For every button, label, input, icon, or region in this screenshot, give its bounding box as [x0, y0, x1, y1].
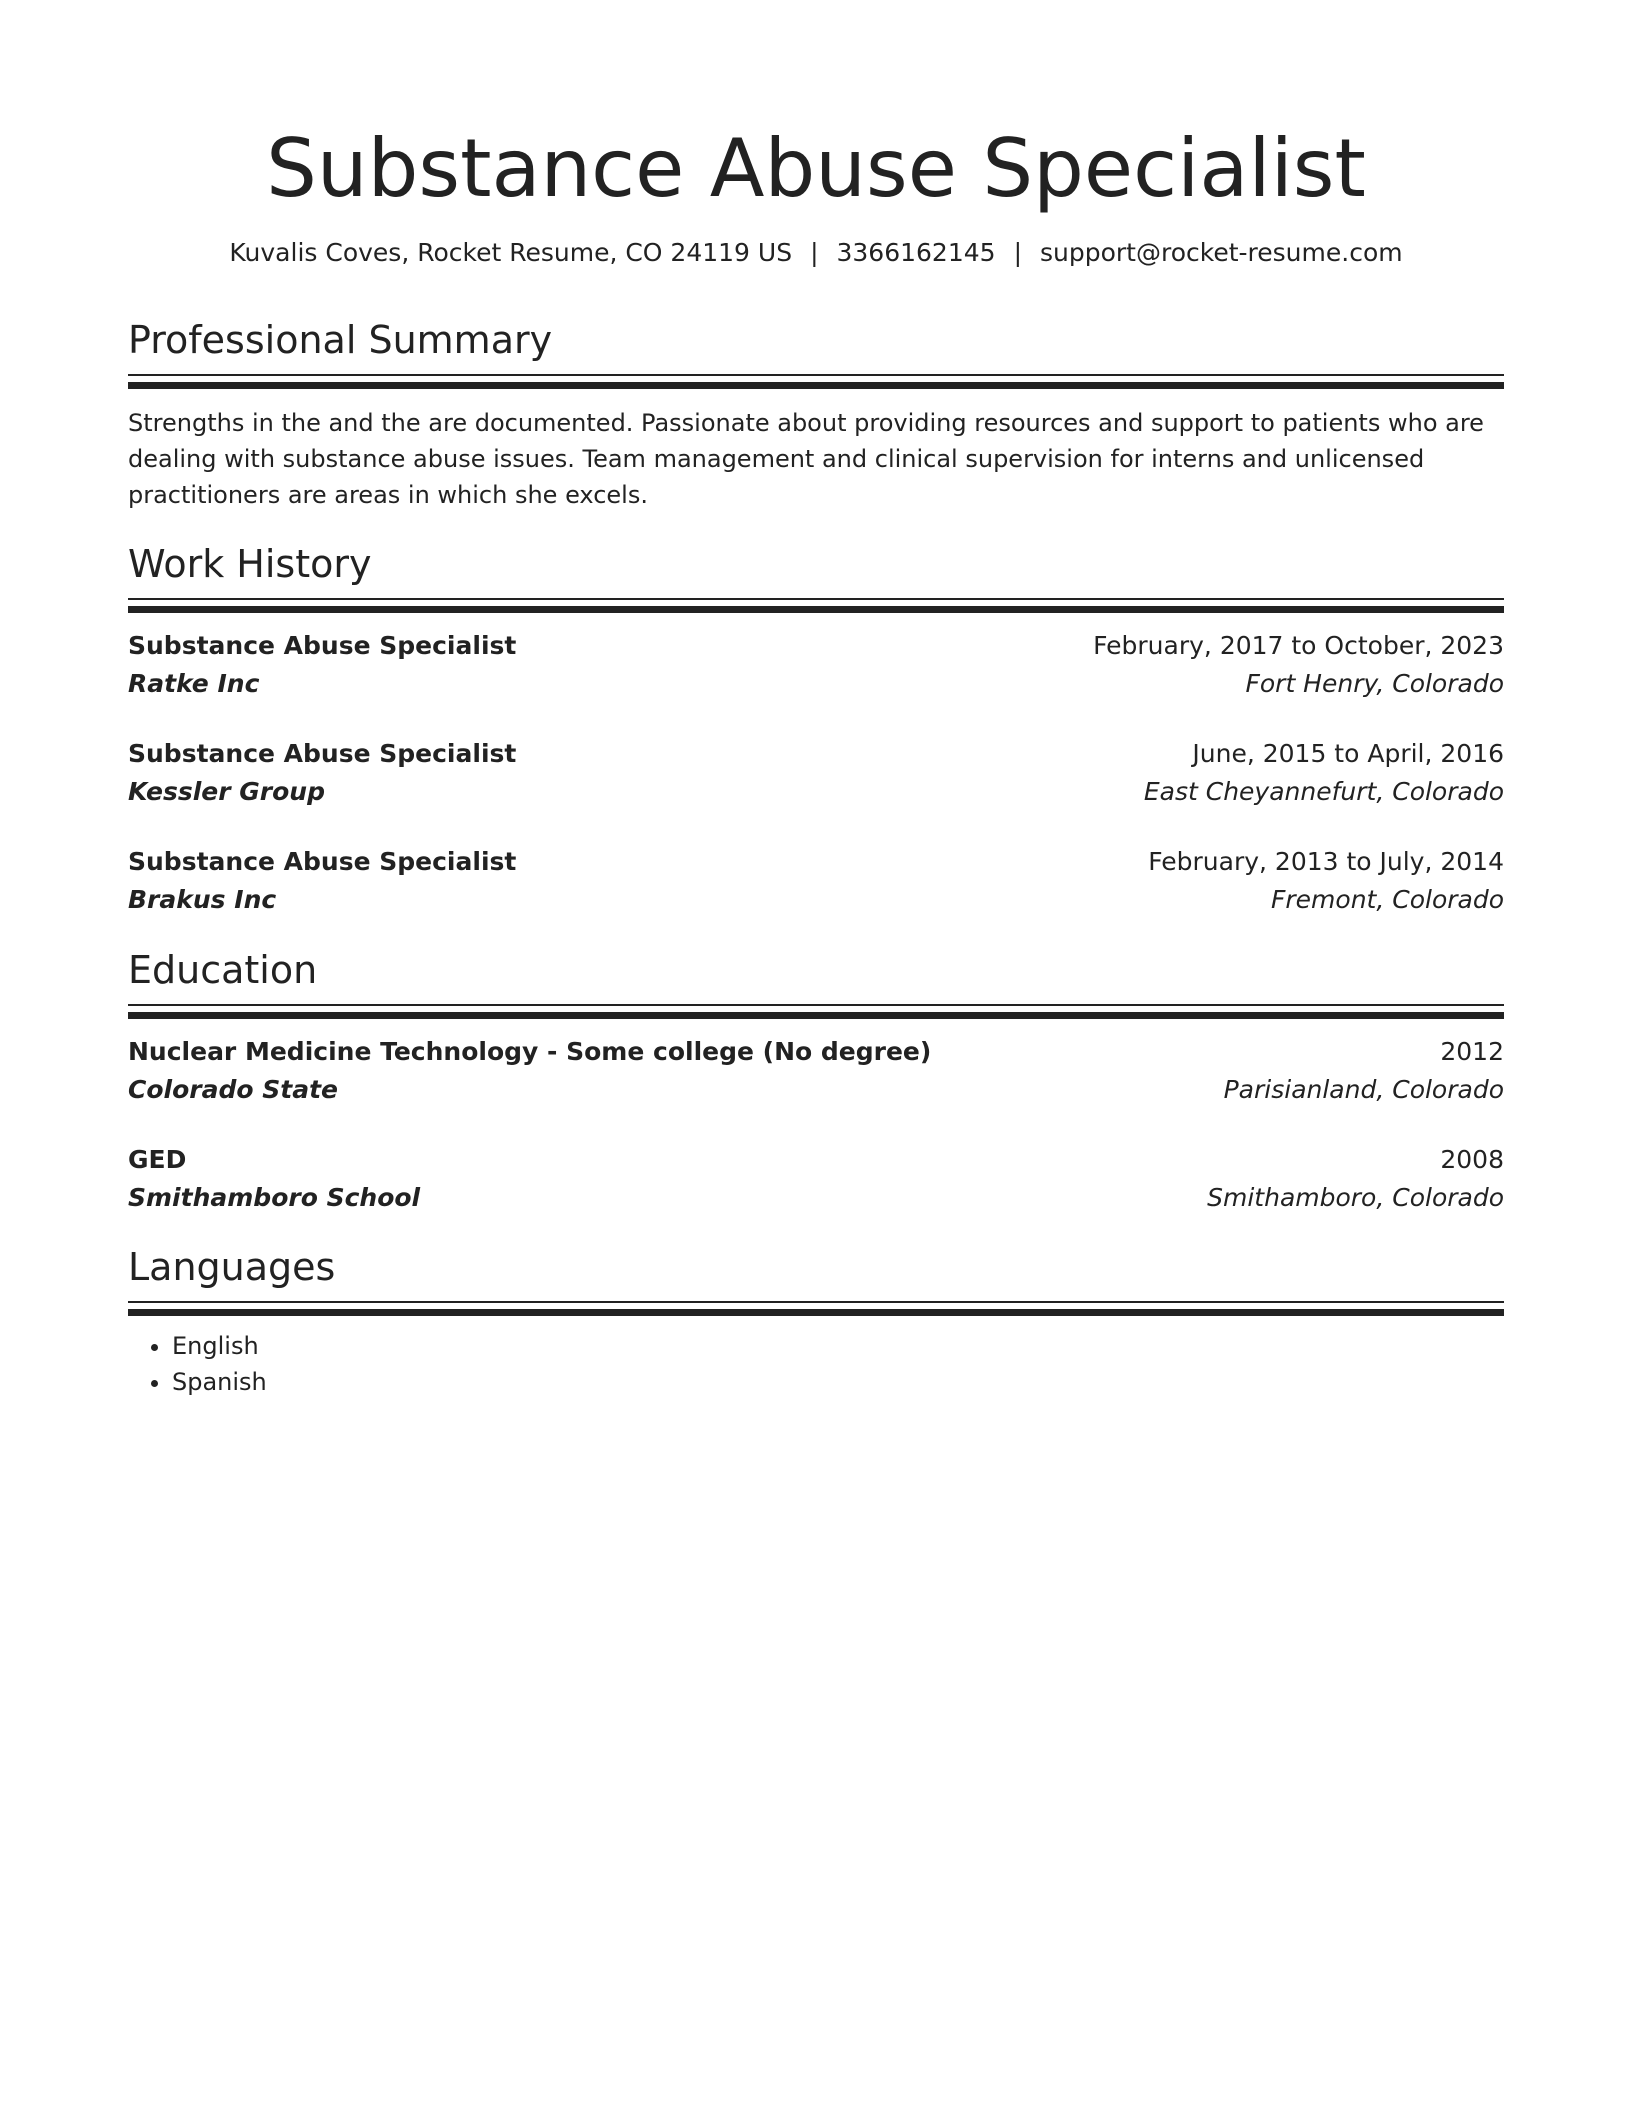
- work-history-section: [128, 540, 1504, 919]
- education-heading: Education: [128, 948, 318, 992]
- job-title: Substance Abuse Specialist: [128, 631, 517, 660]
- job-location: Fort Henry, Colorado: [1245, 669, 1504, 698]
- language-item: • English: [172, 1328, 1504, 1364]
- section-divider: [128, 1301, 1504, 1316]
- contact-separator: |: [1013, 238, 1022, 267]
- job-dates: June, 2015 to April, 2016: [1192, 739, 1504, 768]
- languages-section: [128, 1243, 1504, 1400]
- summary-heading: Professional Summary: [128, 318, 553, 362]
- company-name: Brakus Inc: [128, 885, 277, 914]
- education-section: [128, 946, 1504, 1217]
- school-name: Smithamboro School: [128, 1183, 421, 1212]
- education-entry-top-row: [128, 1141, 1504, 1179]
- work-entry-top-row: [128, 627, 1504, 665]
- work-entry-top-row: [128, 735, 1504, 773]
- contact-line: [128, 236, 1504, 270]
- language-item: • Spanish: [172, 1364, 1504, 1400]
- contact-phone: 3366162145: [836, 238, 996, 267]
- work-entry-bottom-row: [128, 773, 1504, 811]
- degree-name: Nuclear Medicine Technology - Some college (No degree): [128, 1037, 932, 1066]
- education-entry-bottom-row: [128, 1179, 1504, 1217]
- job-title: Substance Abuse Specialist: [128, 847, 517, 876]
- education-entry: [128, 1141, 1504, 1217]
- contact-address: Kuvalis Coves, Rocket Resume, CO 24119 US: [229, 238, 793, 267]
- work-entry: [128, 735, 1504, 811]
- job-title: Substance Abuse Specialist: [128, 739, 517, 768]
- education-entries: [128, 1033, 1504, 1217]
- job-dates: February, 2013 to July, 2014: [1148, 847, 1504, 876]
- contact-email: support@rocket-resume.com: [1040, 238, 1403, 267]
- degree-name: GED: [128, 1145, 187, 1174]
- work-entries: [128, 627, 1504, 919]
- job-dates: February, 2017 to October, 2023: [1093, 631, 1504, 660]
- education-entry-top-row: [128, 1033, 1504, 1071]
- school-location: Smithamboro, Colorado: [1207, 1183, 1504, 1212]
- summary-section: [128, 316, 1504, 513]
- work-entry-bottom-row: [128, 881, 1504, 919]
- education-entry: [128, 1033, 1504, 1109]
- education-entry-bottom-row: [128, 1071, 1504, 1109]
- languages-heading: Languages: [128, 1245, 336, 1289]
- section-divider: [128, 374, 1504, 389]
- school-location: Parisianland, Colorado: [1223, 1075, 1504, 1104]
- graduation-year: 2012: [1440, 1037, 1504, 1066]
- work-history-heading: Work History: [128, 542, 372, 586]
- company-name: Ratke Inc: [128, 669, 260, 698]
- graduation-year: 2008: [1440, 1145, 1504, 1174]
- work-entry: [128, 843, 1504, 919]
- school-name: Colorado State: [128, 1075, 338, 1104]
- work-entry-bottom-row: [128, 665, 1504, 703]
- contact-separator: |: [810, 238, 819, 267]
- languages-list: [128, 1328, 1504, 1400]
- job-location: East Cheyannefurt, Colorado: [1143, 777, 1504, 806]
- resume-name: Substance Abuse Specialist: [266, 122, 1366, 215]
- summary-text: Strengths in the and the are documented. Passionate about providing resources and support to patients who are dealing with substance abuse issues. Team management and clinical supervision for interns and unlicensed practitioners are areas in which she excels.: [128, 409, 1484, 509]
- section-divider: [128, 1004, 1504, 1019]
- work-entry: [128, 627, 1504, 703]
- section-divider: [128, 598, 1504, 613]
- job-location: Fremont, Colorado: [1271, 885, 1504, 914]
- work-entry-top-row: [128, 843, 1504, 881]
- company-name: Kessler Group: [128, 777, 325, 806]
